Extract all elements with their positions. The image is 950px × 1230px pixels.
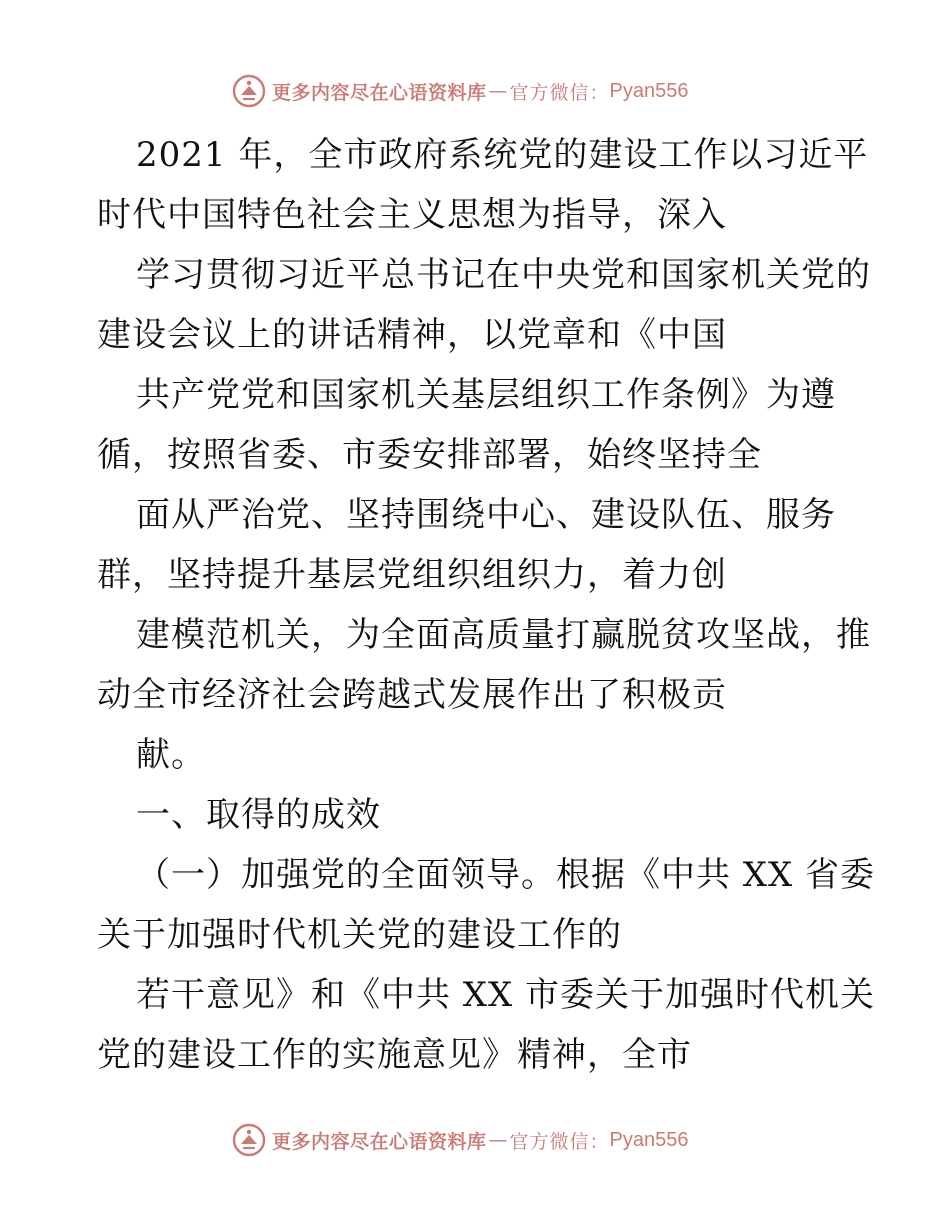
- header-watermark: [232, 73, 689, 109]
- watermark-wechat-id: Pyan556: [609, 79, 689, 102]
- body-line-10: 动全市经济社会跨越式发展作出了积极贡: [97, 675, 727, 715]
- watermark-wechat-id: Pyan556: [609, 1128, 689, 1151]
- body-line-16: 党的建设工作的实施意见》精神，全市: [97, 1035, 692, 1075]
- watermark-wechat-label: 官方微信：: [509, 81, 610, 104]
- watermark-separator: —: [488, 80, 508, 102]
- body-line-2: 时代中国特色社会主义思想为指导，深入: [97, 195, 727, 235]
- body-line-1: 2021 年，全市政府系统党的建设工作以习近平: [136, 135, 869, 175]
- footer-watermark: [232, 1122, 689, 1158]
- document-body: [97, 125, 897, 1085]
- body-line-11: 献。: [136, 735, 206, 775]
- body-line-6: 循，按照省委、市委安排部署，始终坚持全: [97, 435, 762, 475]
- body-line-7: 面从严治党、坚持围绕中心、建设队伍、服务: [136, 495, 836, 535]
- watermark-wechat-label: 官方微信：: [509, 1130, 610, 1153]
- watermark-site-text: 更多内容尽在心语资料库: [272, 81, 487, 104]
- body-line-9: 建模范机关，为全面高质量打赢脱贫攻坚战，推: [136, 615, 871, 655]
- section-heading: 一、取得的成效: [136, 795, 381, 835]
- book-pen-logo-icon: [232, 74, 266, 108]
- body-line-8: 群，坚持提升基层党组织组织力，着力创: [97, 555, 727, 595]
- body-line-4: 建设会议上的讲话精神，以党章和《中国: [97, 315, 727, 355]
- body-line-14: 关于加强时代机关党的建设工作的: [97, 915, 622, 955]
- body-line-15: 若干意见》和《中共 XX 市委关于加强时代机关: [136, 975, 876, 1015]
- watermark-separator: —: [488, 1129, 508, 1151]
- book-pen-logo-icon: [232, 1123, 266, 1157]
- body-line-5: 共产党党和国家机关基层组织工作条例》为遵: [136, 375, 836, 415]
- body-line-13: （一）加强党的全面领导。根据《中共 XX 省委: [136, 855, 876, 895]
- watermark-site-text: 更多内容尽在心语资料库: [272, 1130, 487, 1153]
- body-line-3: 学习贯彻习近平总书记在中央党和国家机关党的: [136, 255, 871, 295]
